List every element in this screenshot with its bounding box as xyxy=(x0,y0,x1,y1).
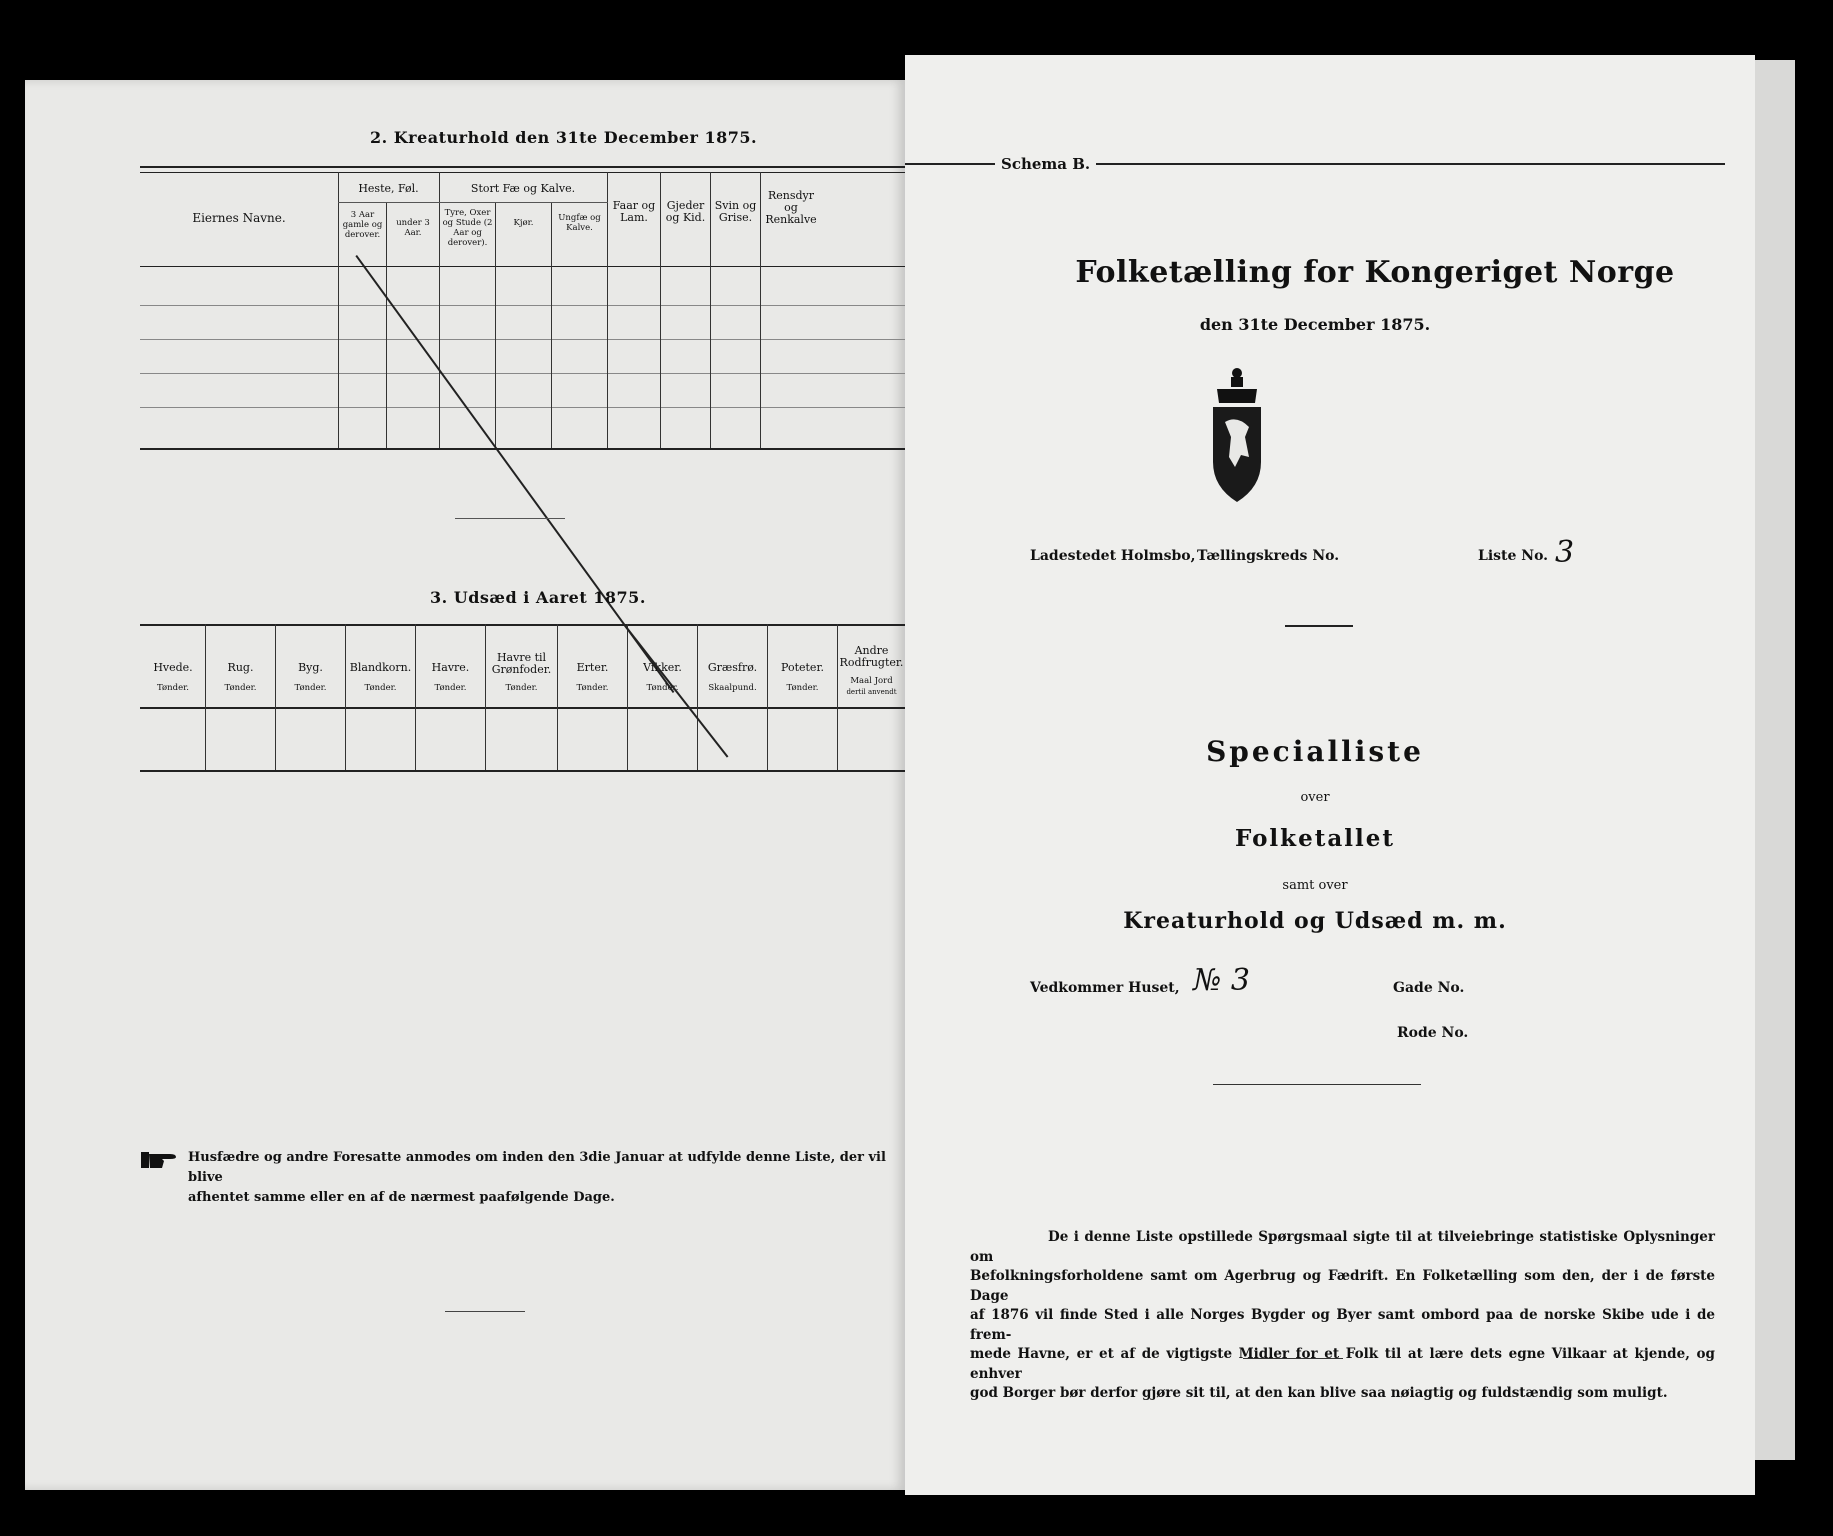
coat-of-arms-icon xyxy=(1205,367,1269,505)
crop-andre: Andre Rodfrugter. xyxy=(839,644,904,669)
schema-label: Schema B. xyxy=(995,155,1096,173)
crop-blandkorn: Blandkorn. xyxy=(349,661,412,674)
main-title: Folketælling for Kongeriget Norge xyxy=(1075,255,1675,290)
bottom-rule xyxy=(1243,1358,1343,1359)
unit: Maal Jord xyxy=(850,676,893,686)
short-rule xyxy=(455,518,565,519)
col-divider xyxy=(697,624,698,770)
col-divider xyxy=(485,624,486,770)
paragraph-line-4: mede Havne, er et af de vigtigste Midler for et Folk til at lære dets egne Vilkaar at kjende, og enhver xyxy=(970,1346,1715,1382)
paragraph-line-3: af 1876 vil finde Sted i alle Norges Bygder og Byer samt ombord paa de norske Skibe ude i de frem- xyxy=(970,1307,1715,1343)
stort-sub-1: Tyre, Oxer og Stude (2 Aar og derover). xyxy=(442,208,493,248)
specialliste-title: Specialliste xyxy=(1206,735,1424,768)
gjeder-header: Gjeder og Kid. xyxy=(665,199,706,224)
page-edge xyxy=(1755,60,1795,1460)
row-rule xyxy=(140,339,905,340)
seed-table-mid xyxy=(140,707,905,709)
heste-sub-1: 3 Aar gamle og derover. xyxy=(342,210,383,240)
col-divider xyxy=(767,624,768,770)
notice-text xyxy=(188,1148,888,1208)
short-rule xyxy=(1285,625,1353,627)
crop-graesfro: Græsfrø. xyxy=(707,661,758,674)
crop-vikker: Vikker. xyxy=(643,661,682,674)
rensdyr-header: Rensdyr og Renkalve xyxy=(765,189,817,226)
samt-over: samt over xyxy=(1282,878,1348,893)
crop-havre: Havre. xyxy=(431,661,470,674)
gade-label: Gade No. xyxy=(1393,980,1465,996)
col-divider xyxy=(205,624,206,770)
unit: Tønder. xyxy=(646,683,679,693)
crop-rug: Rug. xyxy=(227,661,254,674)
kreds-label: Tællingskreds No. xyxy=(1197,548,1340,564)
place-label: Ladestedet Holmsbo, xyxy=(1030,548,1196,564)
kreaturhold-line: Kreaturhold og Udsæd m. m. xyxy=(1123,908,1507,934)
crop-byg: Byg. xyxy=(298,661,323,674)
col-divider xyxy=(495,202,496,448)
table-header-rule xyxy=(140,266,905,267)
svin-header: Svin og Grise. xyxy=(714,199,757,224)
paragraph-line-1: De i denne Liste opstillede Spørgsmaal sigte til at tilveiebringe statistiske Oplysninger om xyxy=(970,1229,1715,1265)
unit: Tønder. xyxy=(294,683,327,693)
stort-sub-3: Ungfæ og Kalve. xyxy=(558,213,601,233)
col-divider xyxy=(551,202,552,448)
liste-value: 3 xyxy=(1555,535,1575,570)
table-top-rule xyxy=(140,166,905,168)
crop-havre-gronfoder: Havre til Grønfoder. xyxy=(491,651,552,676)
table-top-rule-2 xyxy=(140,172,905,173)
col-divider xyxy=(275,624,276,770)
row-rule xyxy=(140,407,905,408)
seed-table-bottom xyxy=(140,770,905,772)
col-divider xyxy=(345,624,346,770)
paragraph-line-2: Befolkningsforholdene samt om Agerbrug og Fædrift. En Folketælling som den, der i de første Dage xyxy=(970,1268,1715,1304)
col-divider xyxy=(627,624,628,770)
over-1: over xyxy=(1300,790,1330,805)
section-3-title: 3. Udsæd i Aaret 1875. xyxy=(430,588,646,607)
short-rule-bottom xyxy=(445,1311,525,1312)
table-bottom-rule xyxy=(140,448,905,450)
col-divider xyxy=(415,624,416,770)
unit-extra: dertil anvendt xyxy=(846,688,897,696)
stort-sub-2: Kjør. xyxy=(513,218,534,228)
section-2-title: 2. Kreaturhold den 31te December 1875. xyxy=(370,128,758,147)
unit: Tønder. xyxy=(576,683,609,693)
col-divider xyxy=(607,172,608,448)
notice-line-2: afhentet samme eller en af de nærmest paafølgende Dage. xyxy=(188,1190,615,1205)
signature-rule xyxy=(1213,1084,1421,1085)
owners-header: Eiernes Navne. xyxy=(192,211,286,225)
unit: Tønder. xyxy=(364,683,397,693)
rode-label: Rode No. xyxy=(1397,1025,1469,1041)
liste-label: Liste No. xyxy=(1478,548,1549,564)
right-page xyxy=(905,55,1755,1495)
col-divider xyxy=(557,624,558,770)
unit: Tønder. xyxy=(157,683,189,693)
stort-header: Stort Fæ og Kalve. xyxy=(470,182,576,195)
vedkommer-label: Vedkommer Huset, xyxy=(1030,980,1180,996)
group-rule xyxy=(338,202,608,203)
faar-header: Faar og Lam. xyxy=(612,199,656,224)
left-page xyxy=(25,80,905,1490)
heste-sub-2: under 3 Aar. xyxy=(396,218,430,238)
pointing-hand-icon xyxy=(140,1148,180,1170)
col-divider xyxy=(386,202,387,448)
crop-erter: Erter. xyxy=(576,661,609,674)
unit: Tønder. xyxy=(505,683,538,693)
huset-value: № 3 xyxy=(1193,963,1251,998)
unit: Tønder. xyxy=(786,683,819,693)
paragraph-line-5: god Borger bør derfor gjøre sit til, at den kan blive saa nøiagtig og fuldstændig som muligt. xyxy=(970,1385,1668,1401)
row-rule xyxy=(140,373,905,374)
info-paragraph xyxy=(970,1228,1715,1404)
unit: Tønder. xyxy=(434,683,467,693)
row-rule xyxy=(140,305,905,306)
heste-header: Heste, Føl. xyxy=(358,182,419,195)
crop-hvede: Hvede. xyxy=(153,661,193,674)
folketallet: Folketallet xyxy=(1235,825,1395,852)
notice-line-1: Husfædre og andre Foresatte anmodes om inden den 3die Januar at udfylde denne Liste, der vil blive xyxy=(188,1150,886,1185)
seed-table-top xyxy=(140,624,905,626)
unit: Skaalpund. xyxy=(708,683,757,693)
date-line: den 31te December 1875. xyxy=(1199,315,1431,334)
unit: Tønder. xyxy=(224,683,257,693)
crop-poteter: Poteter. xyxy=(781,661,824,674)
